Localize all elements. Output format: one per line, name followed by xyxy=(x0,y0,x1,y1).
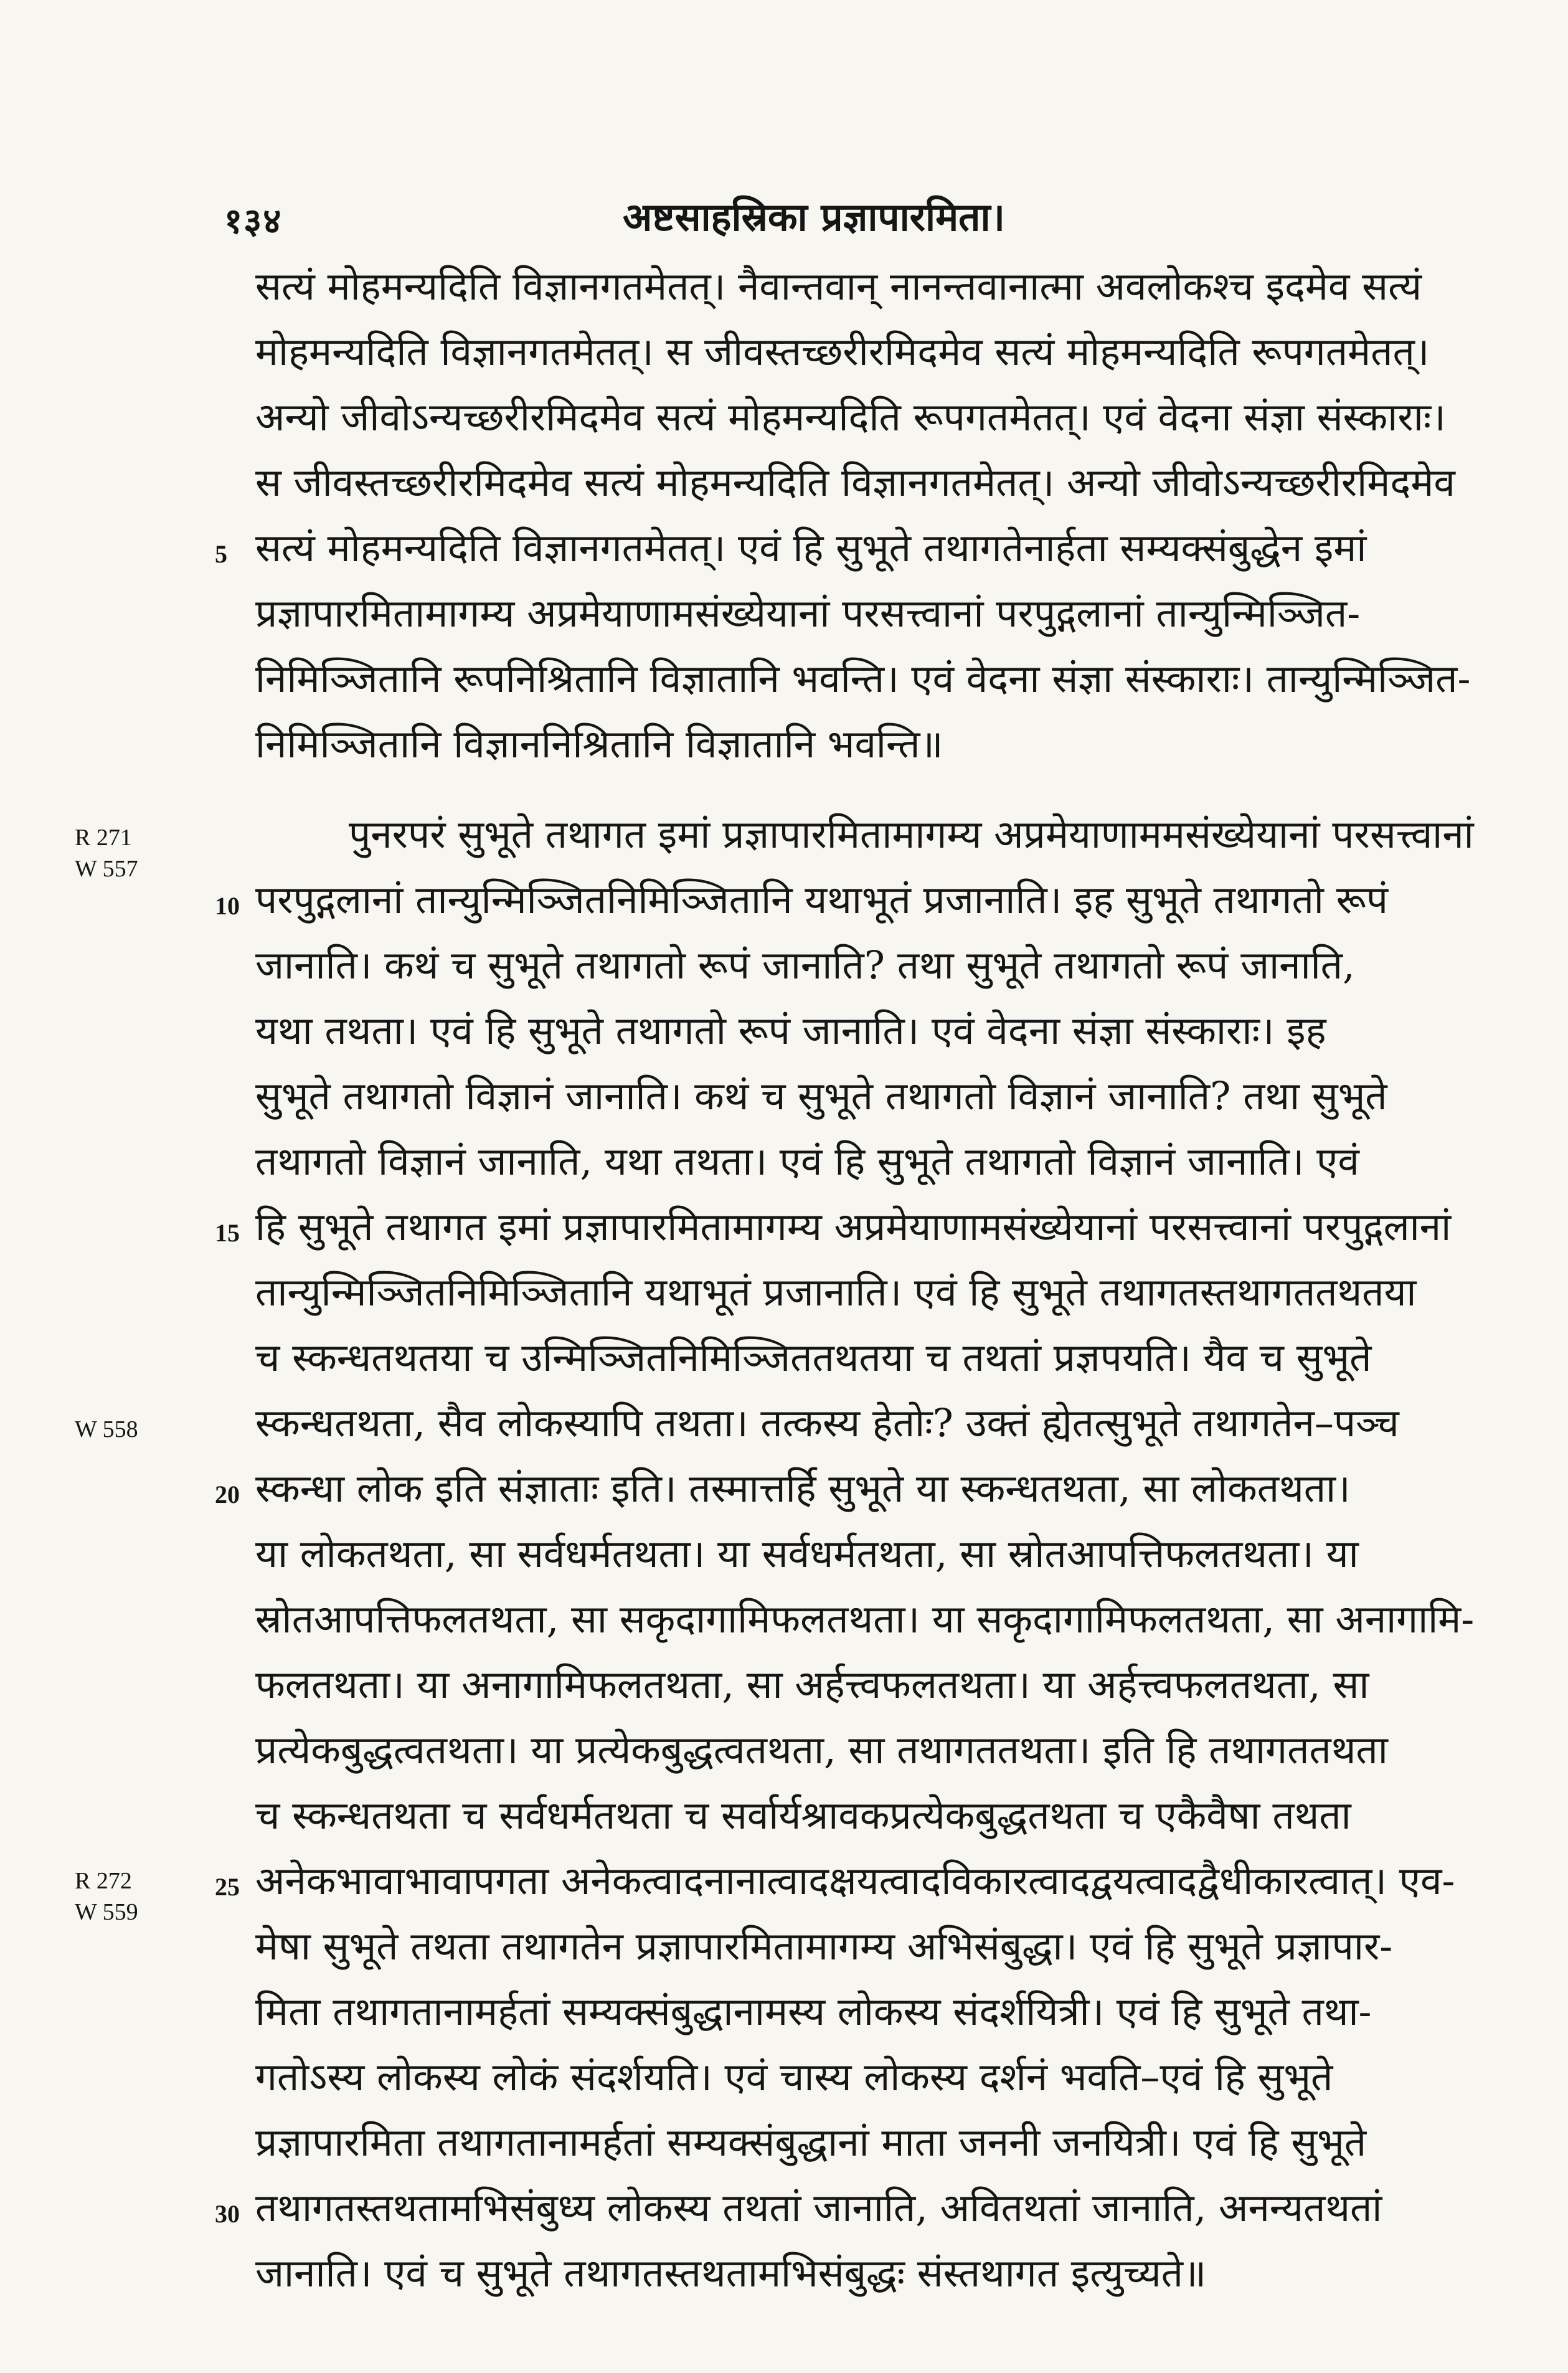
marginal-ref: W 558 xyxy=(75,1416,138,1442)
line-number: 25 xyxy=(215,1873,240,1901)
text-line: प्रत्येकबुद्धत्वतथता। या प्रत्येकबुद्धत्वतथता, सा तथागततथता। इति हि तथागततथता xyxy=(255,1727,1388,1773)
text-line: प्रज्ञापारमितामागम्य अप्रमेयाणामसंख्येयानां परसत्त्वानां परपुद्गलानां तान्युन्मिञ्जित- xyxy=(255,590,1361,636)
text-line: मेषा सुभूते तथता तथागतेन प्रज्ञापारमितामागम्य अभिसंबुद्धा। एवं हि सुभूते प्रज्ञापार- xyxy=(255,1923,1393,1969)
line-number: 10 xyxy=(215,892,240,920)
text-line: हि सुभूते तथागत इमां प्रज्ञापारमितामागम्य अप्रमेयाणामसंख्येयानां परसत्त्वानां परपुद्गलानां xyxy=(255,1204,1452,1249)
text-line: निमिञ्जितानि विज्ञाननिश्रितानि विज्ञातानि भवन्ति॥ xyxy=(255,721,943,767)
page-number: १३४ xyxy=(224,201,283,242)
line-number: 5 xyxy=(215,540,227,568)
text-line: परपुद्गलानां तान्युन्मिञ्जितनिमिञ्जितानि यथाभूतं प्रजानाति। इह सुभूते तथागतो रूपं xyxy=(255,877,1388,922)
text-line: सुभूते तथागतो विज्ञानं जानाति। कथं च सुभूते तथागतो विज्ञानं जानाति? तथा सुभूते xyxy=(255,1073,1387,1119)
text-line: तथागतो विज्ञानं जानाति, यथा तथता। एवं हि सुभूते तथागतो विज्ञानं जानाति। एवं xyxy=(255,1139,1359,1184)
text-line: यथा तथता। एवं हि सुभूते तथागतो रूपं जानाति। एवं वेदना संज्ञा संस्काराः। इह xyxy=(255,1008,1326,1053)
text-line: स जीवस्तच्छरीरमिदमेव सत्यं मोहमन्यदिति विज्ञानगतमेतत्। अन्यो जीवोऽन्यच्छरीरमिदमेव xyxy=(255,460,1455,505)
text-line: सत्यं मोहमन्यदिति विज्ञानगतमेतत्। नैवान्तवान् नानन्तवानात्मा अवलोकश्च इदमेव सत्यं xyxy=(255,263,1422,309)
text-line: निमिञ्जितानि रूपनिश्रितानि विज्ञातानि भवन्ति। एवं वेदना संज्ञा संस्काराः। तान्युन्मिञ्जित- xyxy=(255,656,1471,701)
text-line: स्कन्धा लोक इति संज्ञाताः इति। तस्मात्तर्हि सुभूते या स्कन्धतथता, सा लोकतथता। xyxy=(255,1466,1351,1511)
line-number: 20 xyxy=(215,1480,240,1509)
marginal-ref: W 559 xyxy=(75,1899,138,1925)
line-number: 15 xyxy=(215,1219,240,1247)
text-line: मोहमन्यदिति विज्ञानगतमेतत्। स जीवस्तच्छरीरमिदमेव सत्यं मोहमन्यदिति रूपगतमेतत्। xyxy=(255,329,1430,374)
text-line: तान्युन्मिञ्जितनिमिञ्जितानि यथाभूतं प्रजानाति। एवं हि सुभूते तथागतस्तथागततथतया xyxy=(255,1269,1417,1315)
text-line: अन्यो जीवोऽन्यच्छरीरमिदमेव सत्यं मोहमन्यदिति रूपगतमेतत्। एवं वेदना संज्ञा संस्काराः। xyxy=(255,394,1446,440)
running-title: अष्टसाहस्रिका प्रज्ञापारमिता। xyxy=(623,194,1006,240)
text-line: अनेकभावाभावापगता अनेकत्वादनानात्वादक्षयत्वादविकारत्वादद्वयत्वादद्वैधीकारत्वात्। एव- xyxy=(255,1858,1455,1903)
line-number: 30 xyxy=(215,2200,240,2228)
marginal-ref: R 272 xyxy=(75,1868,132,1894)
text-line: सत्यं मोहमन्यदिति विज्ञानगतमेतत्। एवं हि सुभूते तथागतेनार्हता सम्यक्संबुद्धेन इमां xyxy=(255,525,1367,571)
page-header xyxy=(218,184,1432,240)
text-line: तथागतस्तथतामभिसंबुध्य लोकस्य तथतां जानाति, अवितथतां जानाति, अनन्यतथतां xyxy=(255,2185,1382,2230)
marginal-ref: W 557 xyxy=(75,856,138,882)
text-line: च स्कन्धतथतया च उन्मिञ्जितनिमिञ्जिततथतया च तथतां प्रज्ञपयति। यैव च सुभूते xyxy=(255,1335,1372,1380)
text-line: फलतथता। या अनागामिफलतथता, सा अर्हत्त्वफलतथता। या अर्हत्त्वफलतथता, सा xyxy=(255,1662,1369,1707)
text-line: जानाति। एवं च सुभूते तथागतस्तथतामभिसंबुद्धः संस्तथागत इत्युच्यते॥ xyxy=(255,2250,1207,2296)
text-line: स्कन्धतथता, सैव लोकस्यापि तथता। तत्कस्य हेतोः? उक्तं ह्येतत्सुभूते तथागतेन–पञ्च xyxy=(255,1400,1399,1446)
text-line: स्रोतआपत्तिफलतथता, सा सकृदागामिफलतथता। या सकृदागामिफलतथता, सा अनागामि- xyxy=(255,1596,1475,1642)
text-line: च स्कन्धतथता च सर्वधर्मतथता च सर्वार्यश्रावकप्रत्येकबुद्धतथता च एकैवैषा तथता xyxy=(255,1793,1351,1838)
marginal-ref: R 271 xyxy=(75,825,132,851)
text-line: या लोकतथता, सा सर्वधर्मतथता। या सर्वधर्मतथता, सा स्रोतआपत्तिफलतथता। या xyxy=(255,1531,1359,1576)
text-line: जानाति। कथं च सुभूते तथागतो रूपं जानाति? तथा सुभूते तथागतो रूपं जानाति, xyxy=(255,942,1355,988)
text-line: मिता तथागतानामर्हतां सम्यक्संबुद्धानामस्य लोकस्य संदर्शयित्री। एवं हि सुभूते तथा- xyxy=(255,1989,1372,2034)
text-line: प्रज्ञापारमिता तथागतानामर्हतां सम्यक्संबुद्धानां माता जननी जनयित्री। एवं हि सुभूते xyxy=(255,2120,1367,2165)
text-line: पुनरपरं सुभूते तथागत इमां प्रज्ञापारमितामागम्य अप्रमेयाणाममसंख्येयानां परसत्त्वानां xyxy=(349,812,1474,857)
text-line: गतोऽस्य लोकस्य लोकं संदर्शयति। एवं चास्य लोकस्य दर्शनं भवति–एवं हि सुभूते xyxy=(255,2054,1333,2100)
